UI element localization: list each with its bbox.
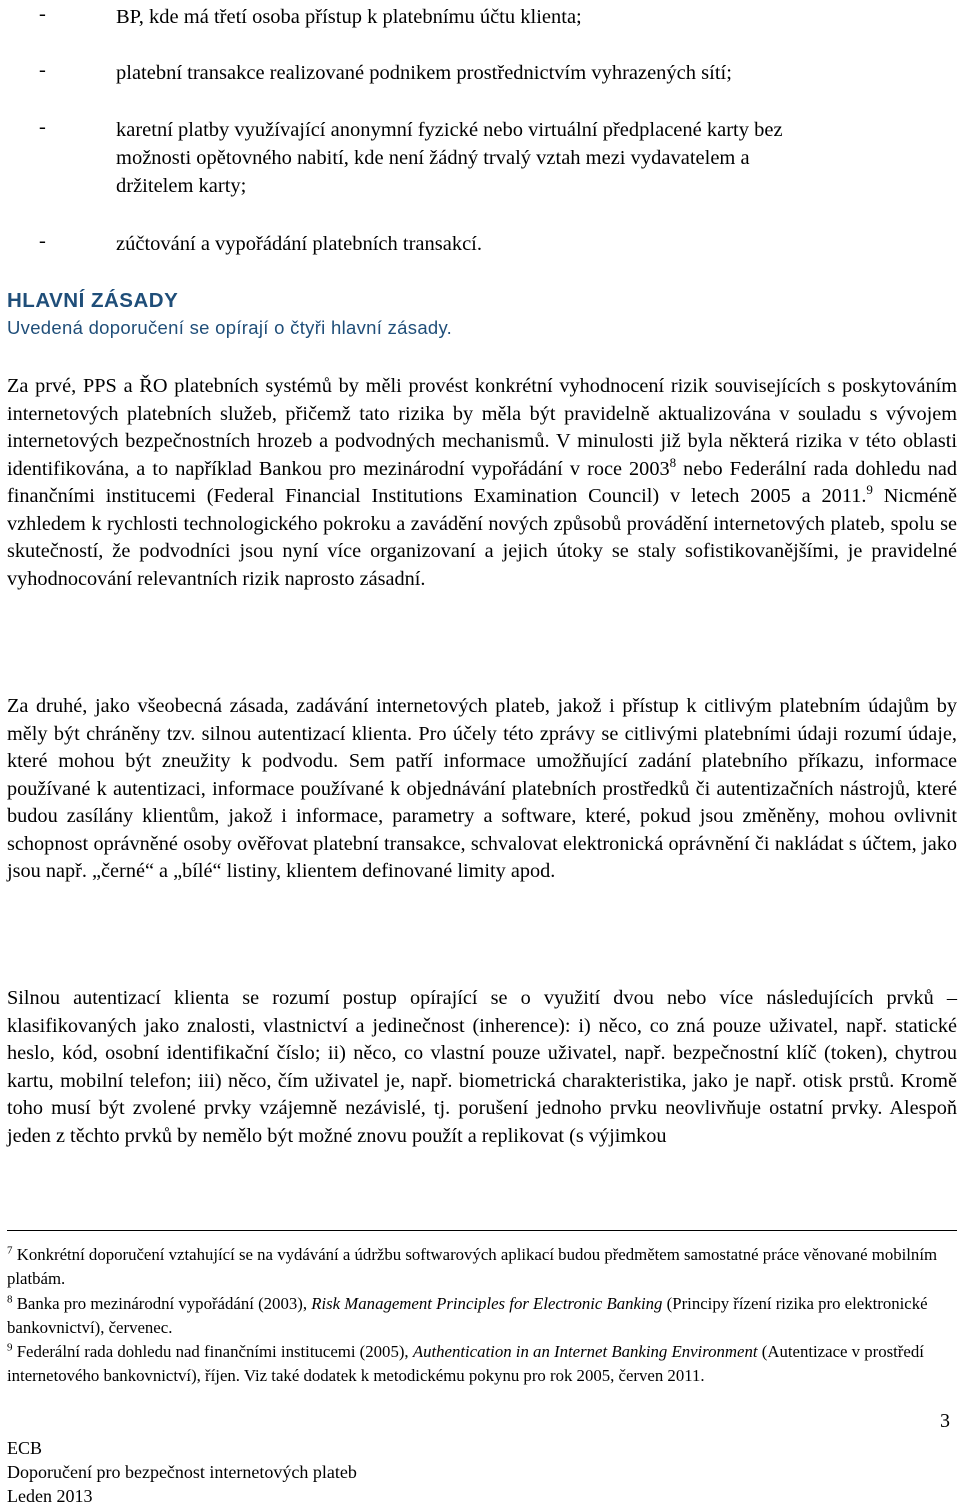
footnote-text: (Autentizace v prostředí internetového bankovnictví), říjen. Viz také dodatek k metodickému pokynu pro rok 2005, červen 2011. bbox=[7, 1342, 924, 1385]
footnote bbox=[7, 1243, 952, 1291]
bullet-text bbox=[116, 116, 946, 200]
paragraph-strong-authentication: Za druhé, jako všeobecná zásada, zadávání internetových plateb, jakož i přístup k citlivým platebním údajům by měly být chráněny tzv. silnou autentizací klienta. Pro účely této zprávy se citlivými platebními údaji rozumí údaje, které mohou být zneužity k podvodu. Sem patří informace umožňující zadání platebního příkazu, informace používané k autentizaci, informace používané k objednávání platebních prostředků či autentizačních nástrojů, které budou zasílány klientům, jakož i informace, parametry a software, které, pokud jsou změněny, mohou ovlivnit schopnost oprávněné osoby ověřovat platební transakce, schvalovat elektronická oprávnění či nakládat s účtem, jako jsou např. „černé“ a „bílé“ listiny, klientem definované limity apod. bbox=[7, 695, 957, 882]
footer-date: Leden 2013 bbox=[7, 1486, 93, 1506]
bullet-text: BP, kde má třetí osoba přístup k platebnímu účtu klienta; bbox=[116, 6, 582, 28]
bullet-text-line: karetní platby využívající anonymní fyzické nebo virtuální předplacené karty bez bbox=[116, 119, 783, 141]
bullet-dash: - bbox=[39, 3, 46, 25]
bullet-dash: - bbox=[39, 116, 46, 138]
paragraph-risk-assessment bbox=[7, 373, 957, 593]
footnote bbox=[7, 1340, 952, 1388]
footnote-text: Banka pro mezinárodní vypořádání (2003), bbox=[12, 1294, 312, 1313]
footer-org: ECB bbox=[7, 1438, 43, 1458]
footnote-text: Federální rada dohledu nad finančními institucemi (2005), bbox=[12, 1342, 413, 1361]
footnote bbox=[7, 1292, 952, 1340]
footnote-title: Authentication in an Internet Banking Environment bbox=[412, 1342, 758, 1361]
footnote-title: Risk Management Principles for Electronic Banking bbox=[311, 1294, 663, 1313]
section-subheading: Uvedená doporučení se opírají o čtyři hlavní zásady. bbox=[7, 317, 453, 338]
footnote-text: (Principy řízení rizika pro elektronické bankovnictví), červenec. bbox=[7, 1294, 928, 1337]
bullet-text: platební transakce realizované podnikem prostřednictvím vyhrazených sítí; bbox=[116, 62, 732, 84]
paragraph-text: Za prvé, PPS a ŘO platebních systémů by měli provést konkrétní vyhodnocení rizik souvisejících s poskytováním internetových platebních služeb, přičemž tato rizika by měla být pravidelně aktualizována v souladu s vývojem internetových bezpečnostních hrozeb a podvodných mechanismů. V minulosti již byla některá rizika v této oblasti identifikována, a to například Bankou pro mezinárodní vypořádání v roce 2003 bbox=[7, 375, 957, 480]
section-heading: HLAVNÍ ZÁSADY bbox=[7, 289, 179, 312]
footer-title: Doporučení pro bezpečnost internetových plateb bbox=[7, 1462, 357, 1482]
footnote-text: Konkrétní doporučení vztahující se na vydávání a údržbu softwarových aplikací budou předmětem samostatné práce věnované mobilním platbám. bbox=[7, 1245, 938, 1288]
page-number: 3 bbox=[940, 1410, 950, 1432]
bullet-dash: - bbox=[39, 59, 46, 81]
footnote-ref: 9 bbox=[866, 482, 873, 498]
paragraph-text: Nicméně vzhledem k rychlosti technologického pokroku a zavádění nových způsobů provádění internetových plateb, spolu se skutečností, že podvodníci jsou nyní více organizovaní a jejich útoky se staly sofistikovanějšími, je pravidelné vyhodnocování relevantních rizik naprosto zásadní. bbox=[7, 485, 957, 590]
bullet-text-line: držitelem karty; bbox=[116, 175, 247, 197]
footnote-separator bbox=[7, 1230, 957, 1231]
footnote-number: 7 bbox=[7, 1244, 13, 1257]
footnote-number: 9 bbox=[7, 1341, 13, 1354]
bullet-dash: - bbox=[39, 230, 46, 252]
footnote-ref: 8 bbox=[669, 454, 677, 470]
paragraph-text: nebo Federální rada dohledu nad finančními institucemi (Federal Financial Institutions Examination Council) v letech 2005 a 2011. bbox=[7, 457, 957, 507]
bullet-text-line: možnosti opětovného nabití, kde není žádný trvalý vztah mezi vydavatelem a bbox=[116, 147, 750, 169]
footnote-number: 8 bbox=[7, 1293, 13, 1306]
paragraph-authentication-definition: Silnou autentizací klienta se rozumí postup opírající se o využití dvou nebo více následujících prvků – klasifikovaných jako znalosti, vlastnictví a jedinečnost (inherence): i) něco, co zná pouze uživatel, např. statické heslo, kód, osobní identifikační číslo; ii) něco, co vlastní pouze uživatel, např. bezpečnostní klíč (token), chytrou kartu, mobilní telefon; iii) něco, čím uživatel je, např. biometrická charakteristika, jako je např. otisk prstů. Kromě toho musí být zvolené prvky vzájemně nezávislé, tj. porušení jednoho prvku neovlivňuje ostatní prvky. Alespoň jeden z těchto prvků by nemělo být možné znovu použít a replikovat (s výjimkou bbox=[7, 987, 957, 1147]
bullet-text: zúčtování a vypořádání platebních transakcí. bbox=[116, 233, 483, 255]
